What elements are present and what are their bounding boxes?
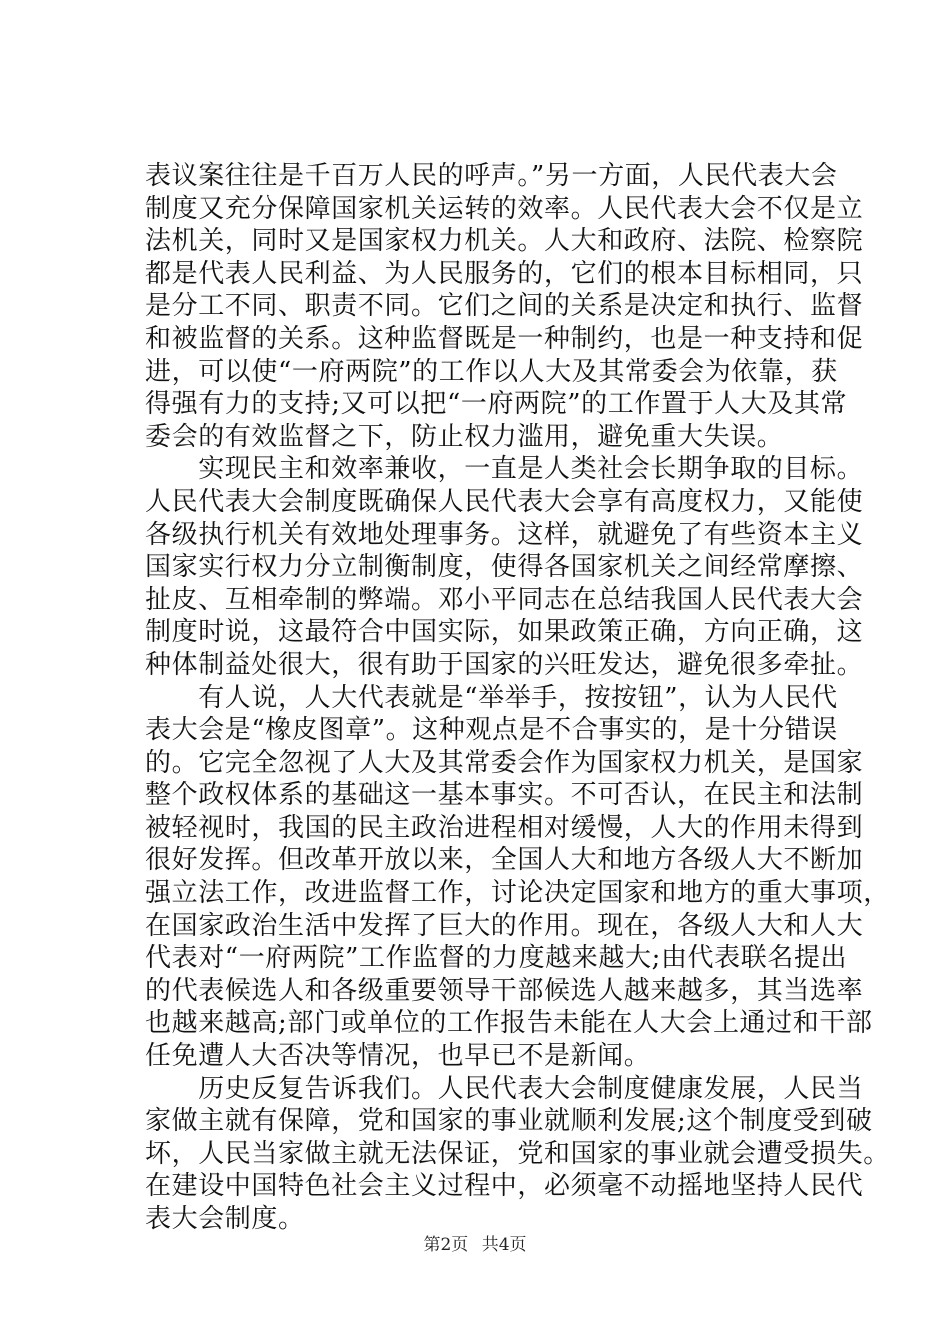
body-text [145,160,890,1236]
text-line: 法机关，同时又是国家权力机关。人大和政府、法院、检察院 [145,226,864,257]
text-line: 表大会是“橡皮图章”。这种观点是不合事实的，是十分错误 [145,715,838,746]
text-line: 都是代表人民利益、为人民服务的，它们的根本目标相同，只 [145,258,864,289]
text-line: 的代表候选人和各级重要领导干部候选人越来越多，其当选率 [145,975,864,1006]
text-line: 种体制益处很大，很有助于国家的兴旺发达，避免很多牵扯。 [145,649,864,680]
text-line: 制度时说，这最符合中国实际，如果政策正确，方向正确，这 [145,617,864,648]
text-line: 在国家政治生活中发挥了巨大的作用。现在，各级人大和人大 [145,910,864,941]
text-line: 各级执行机关有效地处理事务。这样，就避免了有些资本主义 [145,519,864,550]
text-line: 强立法工作，改进监督工作，讨论决定国家和地方的重大事项， [145,878,890,909]
page-total: 共4页 [481,1235,527,1255]
text-line: 很好发挥。但改革开放以来，全国人大和地方各级人大不断加 [145,845,864,876]
text-line: 国家实行权力分立制衡制度，使得各国家机关之间经常摩擦、 [145,552,864,583]
text-line: 表议案往往是千百万人民的呼声。”另一方面，人民代表大会 [145,161,838,191]
text-line: 表大会制度。 [145,1204,305,1234]
text-line: 任免遭人大否决等情况，也早已不是新闻。 [145,1041,651,1072]
text-line: 扯皮、互相牵制的弊端。邓小平同志在总结我国人民代表大会 [145,584,864,615]
text-line: 是分工不同、职责不同。它们之间的关系是决定和执行、监督 [145,291,864,322]
text-line: 也越来越高;部门或单位的工作报告未能在人大会上通过和干部 [145,1008,873,1039]
text-line: 实现民主和效率兼收，一直是人类社会长期争取的目标。 [145,454,864,485]
text-line: 和被监督的关系。这种监督既是一种制约，也是一种支持和促 [145,323,864,354]
text-line: 被轻视时，我国的民主政治进程相对缓慢，人大的作用未得到 [145,812,864,843]
text-line: 进，可以使“一府两院”的工作以人大及其常委会为依靠，获 [145,356,838,387]
text-line: 委会的有效监督之下，防止权力滥用，避免重大失误。 [145,421,784,452]
text-line: 家做主就有保障，党和国家的事业就顺利发展;这个制度受到破 [145,1106,873,1137]
text-line: 得强有力的支持;又可以把“一府两院”的工作置于人大及其常 [145,389,848,420]
text-line: 人民代表大会制度既确保人民代表大会享有高度权力，又能使 [145,486,864,517]
text-line: 有人说，人大代表就是“举举手，按按钮”，认为人民代 [145,682,838,713]
text-line: 坏，人民当家做主就无法保证，党和国家的事业就会遭受损失。 [145,1138,890,1169]
text-line: 整个政权体系的基础这一基本事实。不可否认，在民主和法制 [145,780,864,811]
page-footer [0,1230,950,1255]
text-line: 在建设中国特色社会主义过程中，必须毫不动摇地坚持人民代 [145,1171,864,1202]
text-line: 历史反复告诉我们。人民代表大会制度健康发展，人民当 [145,1073,864,1104]
text-line: 的。它完全忽视了人大及其常委会作为国家权力机关，是国家 [145,747,864,778]
page-number: 第2页 [423,1235,469,1255]
text-line: 制度又充分保障国家机关运转的效率。人民代表大会不仅是立 [145,193,864,224]
text-line: 代表对“一府两院”工作监督的力度越来越大;由代表联名提出 [145,943,848,974]
